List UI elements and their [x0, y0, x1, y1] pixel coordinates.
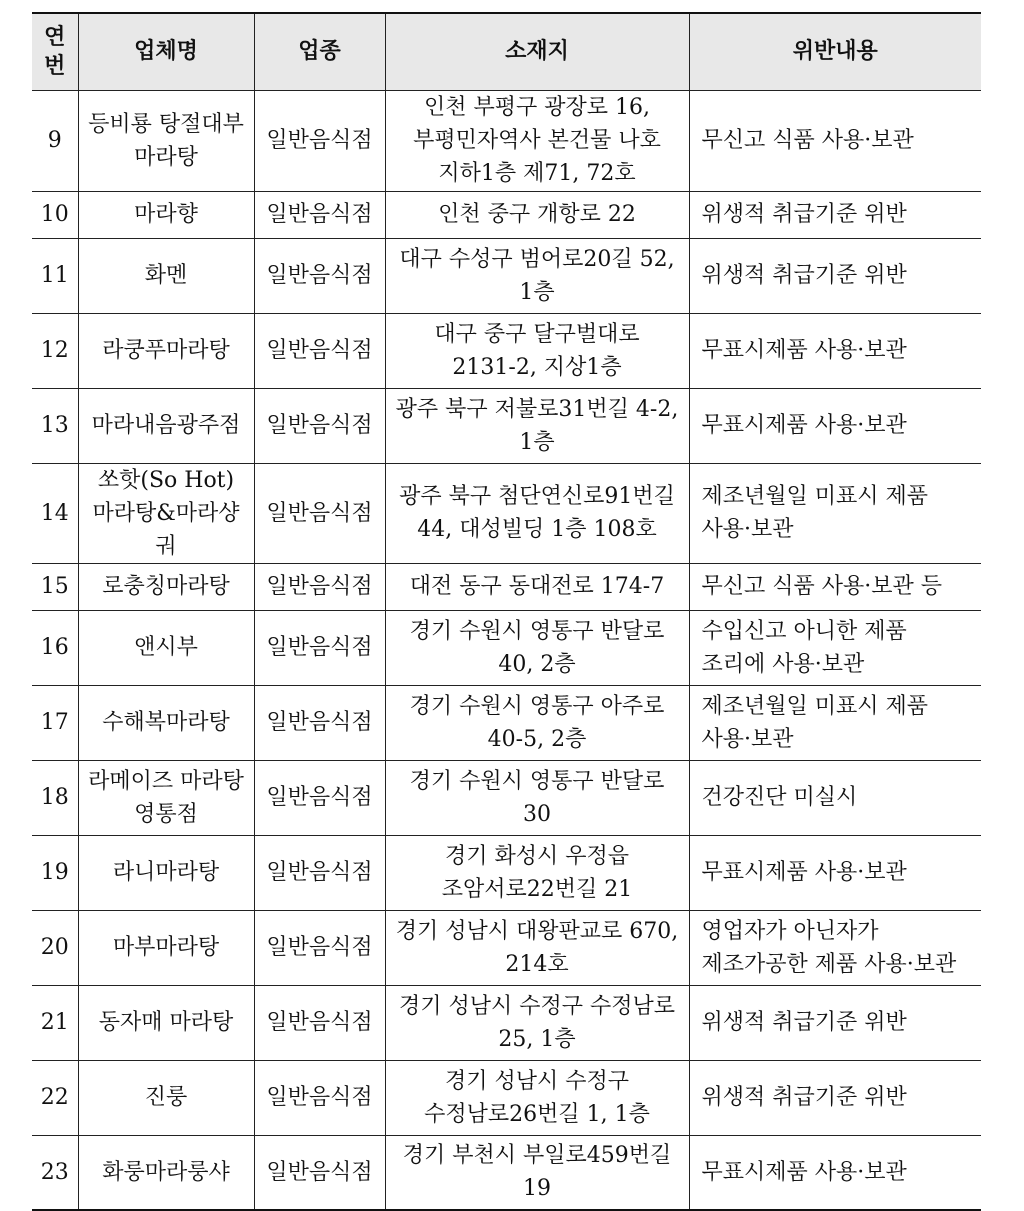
header-category: 업종	[254, 13, 385, 90]
row-number: 11	[32, 238, 78, 313]
table-row	[32, 910, 981, 985]
row-number: 15	[32, 563, 78, 610]
business-name-line: 수해복마라탕	[102, 710, 230, 735]
violation-content-line: 조리에 사용·보관	[701, 651, 865, 677]
row-number: 13	[32, 388, 78, 463]
business-name	[78, 610, 254, 685]
violation-content	[689, 313, 981, 388]
business-address-line: 214호	[505, 951, 569, 977]
table-row	[32, 563, 981, 610]
header-address: 소재지	[385, 13, 689, 90]
business-address-line: 2131-2, 지상1층	[452, 354, 622, 380]
business-category: 일반음식점	[254, 610, 385, 685]
business-name	[78, 985, 254, 1060]
violation-content	[689, 985, 981, 1060]
business-address-line: 부평민자역사 본건물 나호	[413, 128, 661, 153]
business-address-line: 조암서로22번길 21	[441, 876, 633, 902]
business-name-line: 마라내음광주점	[91, 413, 241, 438]
row-number: 22	[32, 1060, 78, 1135]
violation-content	[689, 760, 981, 835]
business-address-line: 대구 중구 달구벌대로	[434, 321, 640, 347]
business-name-line: 라쿵푸마라탕	[102, 338, 230, 363]
business-address-line: 40-5, 2층	[487, 726, 587, 752]
business-name-line: 화멘	[144, 263, 188, 288]
violation-content-line: 위생적 취급기준 위반	[701, 1010, 907, 1035]
business-name	[78, 191, 254, 238]
business-address-line: 경기 성남시 수정구	[444, 1068, 629, 1094]
row-number: 17	[32, 685, 78, 760]
business-name	[78, 313, 254, 388]
business-category: 일반음식점	[254, 191, 385, 238]
table-body	[32, 90, 981, 1210]
business-address-line: 44, 대성빌딩 1층 108호	[417, 517, 657, 542]
business-name	[78, 388, 254, 463]
business-address	[385, 463, 689, 563]
business-address-line: 경기 화성시 우정읍	[444, 843, 629, 869]
business-category: 일반음식점	[254, 835, 385, 910]
business-name-line: 진룽	[144, 1085, 188, 1110]
violation-content	[689, 610, 981, 685]
business-name-line: 라메이즈 마라탕	[88, 768, 244, 794]
business-address-line: 대전 동구 동대전로 174-7	[409, 574, 665, 599]
business-category: 일반음식점	[254, 563, 385, 610]
row-number: 20	[32, 910, 78, 985]
business-address-line: 수정남로26번길 1, 1층	[424, 1101, 650, 1127]
business-name-line: 로충칭마라탕	[102, 574, 230, 599]
business-category: 일반음식점	[254, 238, 385, 313]
table-row	[32, 760, 981, 835]
business-address-line: 경기 수원시 영통구 아주로	[409, 693, 665, 719]
violation-content-line: 제조가공한 제품 사용·보관	[701, 951, 957, 977]
business-address	[385, 985, 689, 1060]
business-name	[78, 685, 254, 760]
business-address-line: 1층	[519, 429, 555, 455]
violation-content-line: 사용·보관	[701, 517, 794, 542]
row-number: 9	[32, 90, 78, 191]
table-row	[32, 238, 981, 313]
business-category: 일반음식점	[254, 313, 385, 388]
business-category: 일반음식점	[254, 90, 385, 191]
business-address	[385, 238, 689, 313]
violation-content	[689, 388, 981, 463]
business-name	[78, 90, 254, 191]
table-row	[32, 835, 981, 910]
business-name-line: 동자매 마라탕	[98, 1010, 234, 1035]
business-address-line: 경기 성남시 수정구 수정남로	[398, 993, 675, 1019]
business-address	[385, 313, 689, 388]
row-number: 12	[32, 313, 78, 388]
business-name	[78, 238, 254, 313]
business-name	[78, 760, 254, 835]
business-name-line: 마라탕	[134, 144, 198, 170]
violation-content-line: 수입신고 아니한 제품	[701, 618, 907, 644]
business-address	[385, 388, 689, 463]
violation-content-line: 영업자가 아닌자가	[701, 918, 879, 944]
violation-content-line: 제조년월일 미표시 제품	[701, 693, 929, 719]
violation-content	[689, 238, 981, 313]
business-category: 일반음식점	[254, 910, 385, 985]
table-row	[32, 985, 981, 1060]
row-number: 23	[32, 1135, 78, 1210]
table-row	[32, 313, 981, 388]
business-address	[385, 760, 689, 835]
violation-content	[689, 90, 981, 191]
business-category: 일반음식점	[254, 685, 385, 760]
business-name	[78, 835, 254, 910]
business-category: 일반음식점	[254, 463, 385, 563]
table-row	[32, 388, 981, 463]
business-name	[78, 1060, 254, 1135]
business-address	[385, 610, 689, 685]
violation-content-line: 무표시제품 사용·보관	[701, 413, 907, 438]
business-name-line: 마부마라탕	[112, 935, 220, 960]
business-category: 일반음식점	[254, 760, 385, 835]
violation-content-line: 무신고 식품 사용·보관 등	[701, 574, 942, 599]
header-name: 업체명	[78, 13, 254, 90]
business-address	[385, 685, 689, 760]
row-number: 10	[32, 191, 78, 238]
table-row	[32, 90, 981, 191]
header-violation: 위반내용	[689, 13, 981, 90]
violation-content-line: 위생적 취급기준 위반	[701, 263, 907, 288]
business-address	[385, 1060, 689, 1135]
violation-content-line: 무표시제품 사용·보관	[701, 1159, 907, 1185]
business-name-line: 등비룡 탕절대부	[88, 111, 244, 137]
business-address-line: 25, 1층	[498, 1026, 576, 1052]
business-name-line: 마라탕&마라샹궈	[92, 500, 240, 559]
business-name-line: 라니마라탕	[112, 860, 220, 885]
business-category: 일반음식점	[254, 985, 385, 1060]
row-number: 18	[32, 760, 78, 835]
header-row	[32, 13, 981, 90]
row-number: 16	[32, 610, 78, 685]
violation-content-line: 위생적 취급기준 위반	[701, 202, 907, 227]
business-address-line: 광주 북구 첨단연신로91번길	[399, 484, 675, 509]
violation-content-line: 사용·보관	[701, 726, 794, 752]
table-row	[32, 1060, 981, 1135]
business-category: 일반음식점	[254, 388, 385, 463]
table-row	[32, 191, 981, 238]
violation-content-line: 무신고 식품 사용·보관	[701, 128, 914, 153]
business-address	[385, 835, 689, 910]
business-address-line: 인천 부평구 광장로 16,	[424, 95, 650, 120]
business-address-line: 경기 수원시 영통구 반달로	[409, 768, 665, 794]
business-address-line: 지하1층 제71, 72호	[438, 161, 636, 186]
header-no: 연번	[32, 13, 78, 90]
violation-content	[689, 835, 981, 910]
violation-content	[689, 685, 981, 760]
business-address-line: 경기 성남시 대왕판교로 670,	[395, 918, 679, 944]
business-address-line: 경기 수원시 영통구 반달로	[409, 618, 665, 644]
violation-content-line: 건강진단 미실시	[701, 785, 858, 810]
violation-content	[689, 191, 981, 238]
row-number: 19	[32, 835, 78, 910]
business-name	[78, 910, 254, 985]
business-address	[385, 910, 689, 985]
business-address	[385, 563, 689, 610]
table-row	[32, 610, 981, 685]
business-category: 일반음식점	[254, 1135, 385, 1210]
business-name-line: 쏘핫(So Hot)	[97, 467, 235, 493]
violation-content-line: 무표시제품 사용·보관	[701, 338, 907, 363]
violation-content-line: 위생적 취급기준 위반	[701, 1085, 907, 1110]
violation-content	[689, 1060, 981, 1135]
business-address-line: 대구 수성구 범어로20길 52,	[399, 246, 675, 272]
business-name-line: 앤시부	[134, 635, 198, 660]
violation-content	[689, 563, 981, 610]
table-row	[32, 685, 981, 760]
business-address	[385, 90, 689, 191]
business-address-line: 경기 부천시 부일로459번길	[402, 1143, 672, 1169]
business-name	[78, 463, 254, 563]
row-number: 14	[32, 463, 78, 563]
business-name-line: 영통점	[134, 801, 198, 827]
violation-content	[689, 910, 981, 985]
business-address-line: 30	[523, 801, 551, 827]
business-category: 일반음식점	[254, 1060, 385, 1135]
business-address-line: 40, 2층	[498, 651, 576, 677]
business-address-line: 인천 중구 개항로 22	[438, 202, 636, 227]
violation-content-line: 제조년월일 미표시 제품	[701, 484, 929, 509]
business-name-line: 마라향	[134, 202, 198, 227]
business-name-line: 화룽마라룽샤	[102, 1159, 230, 1185]
violation-content	[689, 463, 981, 563]
business-address-line: 19	[523, 1176, 551, 1202]
table-row	[32, 463, 981, 563]
business-address-line: 광주 북구 저불로31번길 4-2,	[395, 396, 679, 422]
business-address-line: 1층	[519, 279, 555, 305]
business-name	[78, 563, 254, 610]
violation-content-line: 무표시제품 사용·보관	[701, 860, 907, 885]
business-address	[385, 191, 689, 238]
row-number: 21	[32, 985, 78, 1060]
violations-table	[32, 12, 981, 1211]
